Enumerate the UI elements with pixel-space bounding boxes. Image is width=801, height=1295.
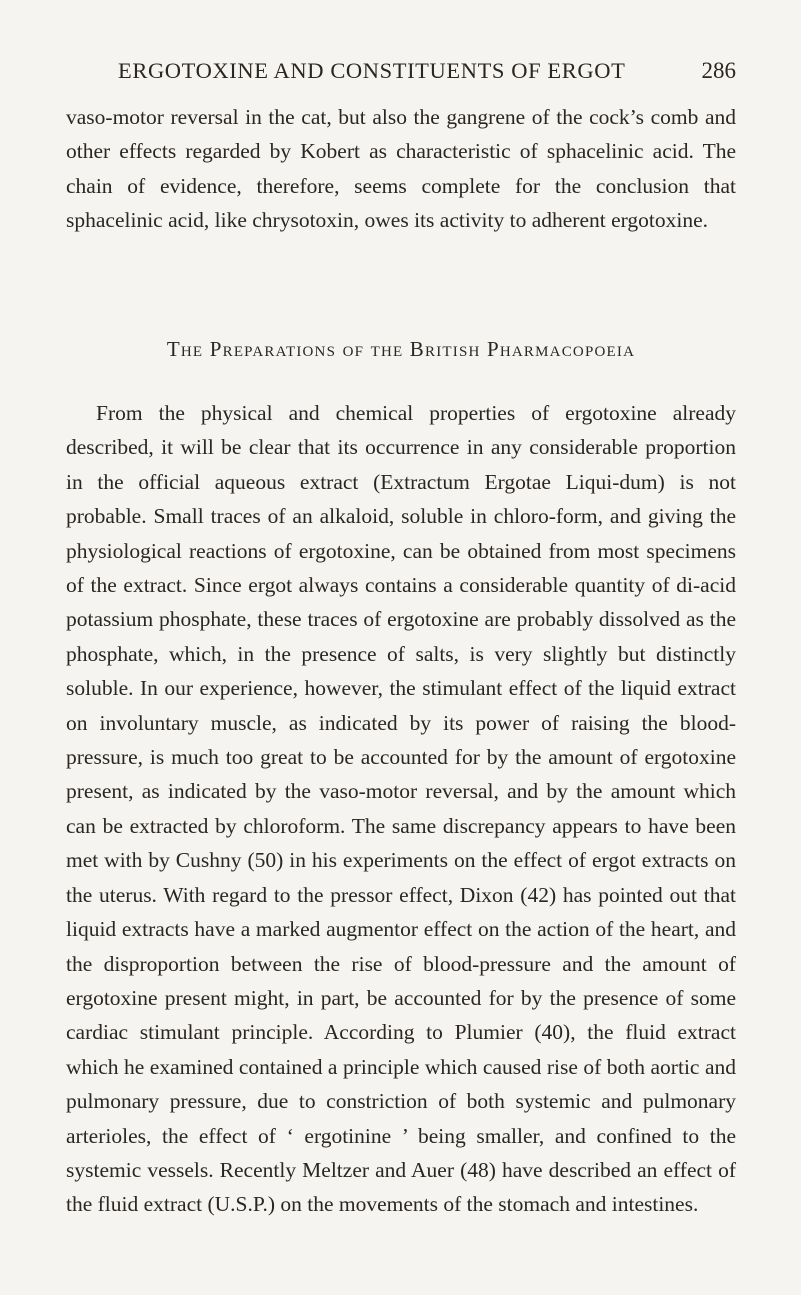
paragraph-preparations: From the physical and chemical properties of ergotoxine already described, it will be clear that its occurrence in any considerable proportion in the official aqueous extract (Extractum Ergotae Liqui-dum) is not probable. Small traces of an alkaloid, soluble in chloro-form, and giving the physiological reactions of ergotoxine, can be obtained from most specimens of the extract. Since ergot always contains a considerable quantity of di-acid potassium phosphate, these traces of ergotoxine are probably dissolved as the phosphate, which, in the presence of salts, is very slightly but distinctly soluble. In our experience, however, the stimulant effect of the liquid extract on involuntary muscle, as indicated by its power of raising the blood-pressure, is much too great to be accounted for by the amount of ergotoxine present, as indicated by the vaso-motor reversal, and by the amount which can be extracted by chloroform. The same discrepancy appears to have been met with by Cushny (50) in his experiments on the effect of ergot extracts on the uterus. With regard to the pressor effect, Dixon (42) has pointed out that liquid extracts have a marked augmentor effect on the action of the heart, and the disproportion between the rise of blood-pressure and the amount of ergotoxine present might, in part, be accounted for by the presence of some cardiac stimulant principle. According to Plumier (40), the fluid extract which he examined contained a principle which caused rise of both aortic and pulmonary pressure, due to constriction of both systemic and pulmonary arterioles, the effect of ‘ ergotinine ’ being smaller, and confined to the systemic vessels. Recently Meltzer and Auer (48) have described an effect of the fluid extract (U.S.P.) on the movements of the stomach and intestines. [66, 401, 736, 1217]
paragraph-continuation: vaso-motor reversal in the cat, but also the gangrene of the cock’s comb and other effects regarded by Kobert as characteristic of sphacelinic acid. The chain of evidence, therefore, seems complete for the conclusion that sphacelinic acid, like chrysotoxin, owes its activity to adherent ergotoxine. [66, 105, 736, 233]
section-heading: The Preparations of the British Pharmacopoeia [166, 337, 636, 361]
running-title: ERGOTOXINE AND CONSTITUENTS OF ERGOT [118, 58, 626, 83]
page-number: 286 [701, 58, 736, 83]
running-head [118, 58, 736, 90]
